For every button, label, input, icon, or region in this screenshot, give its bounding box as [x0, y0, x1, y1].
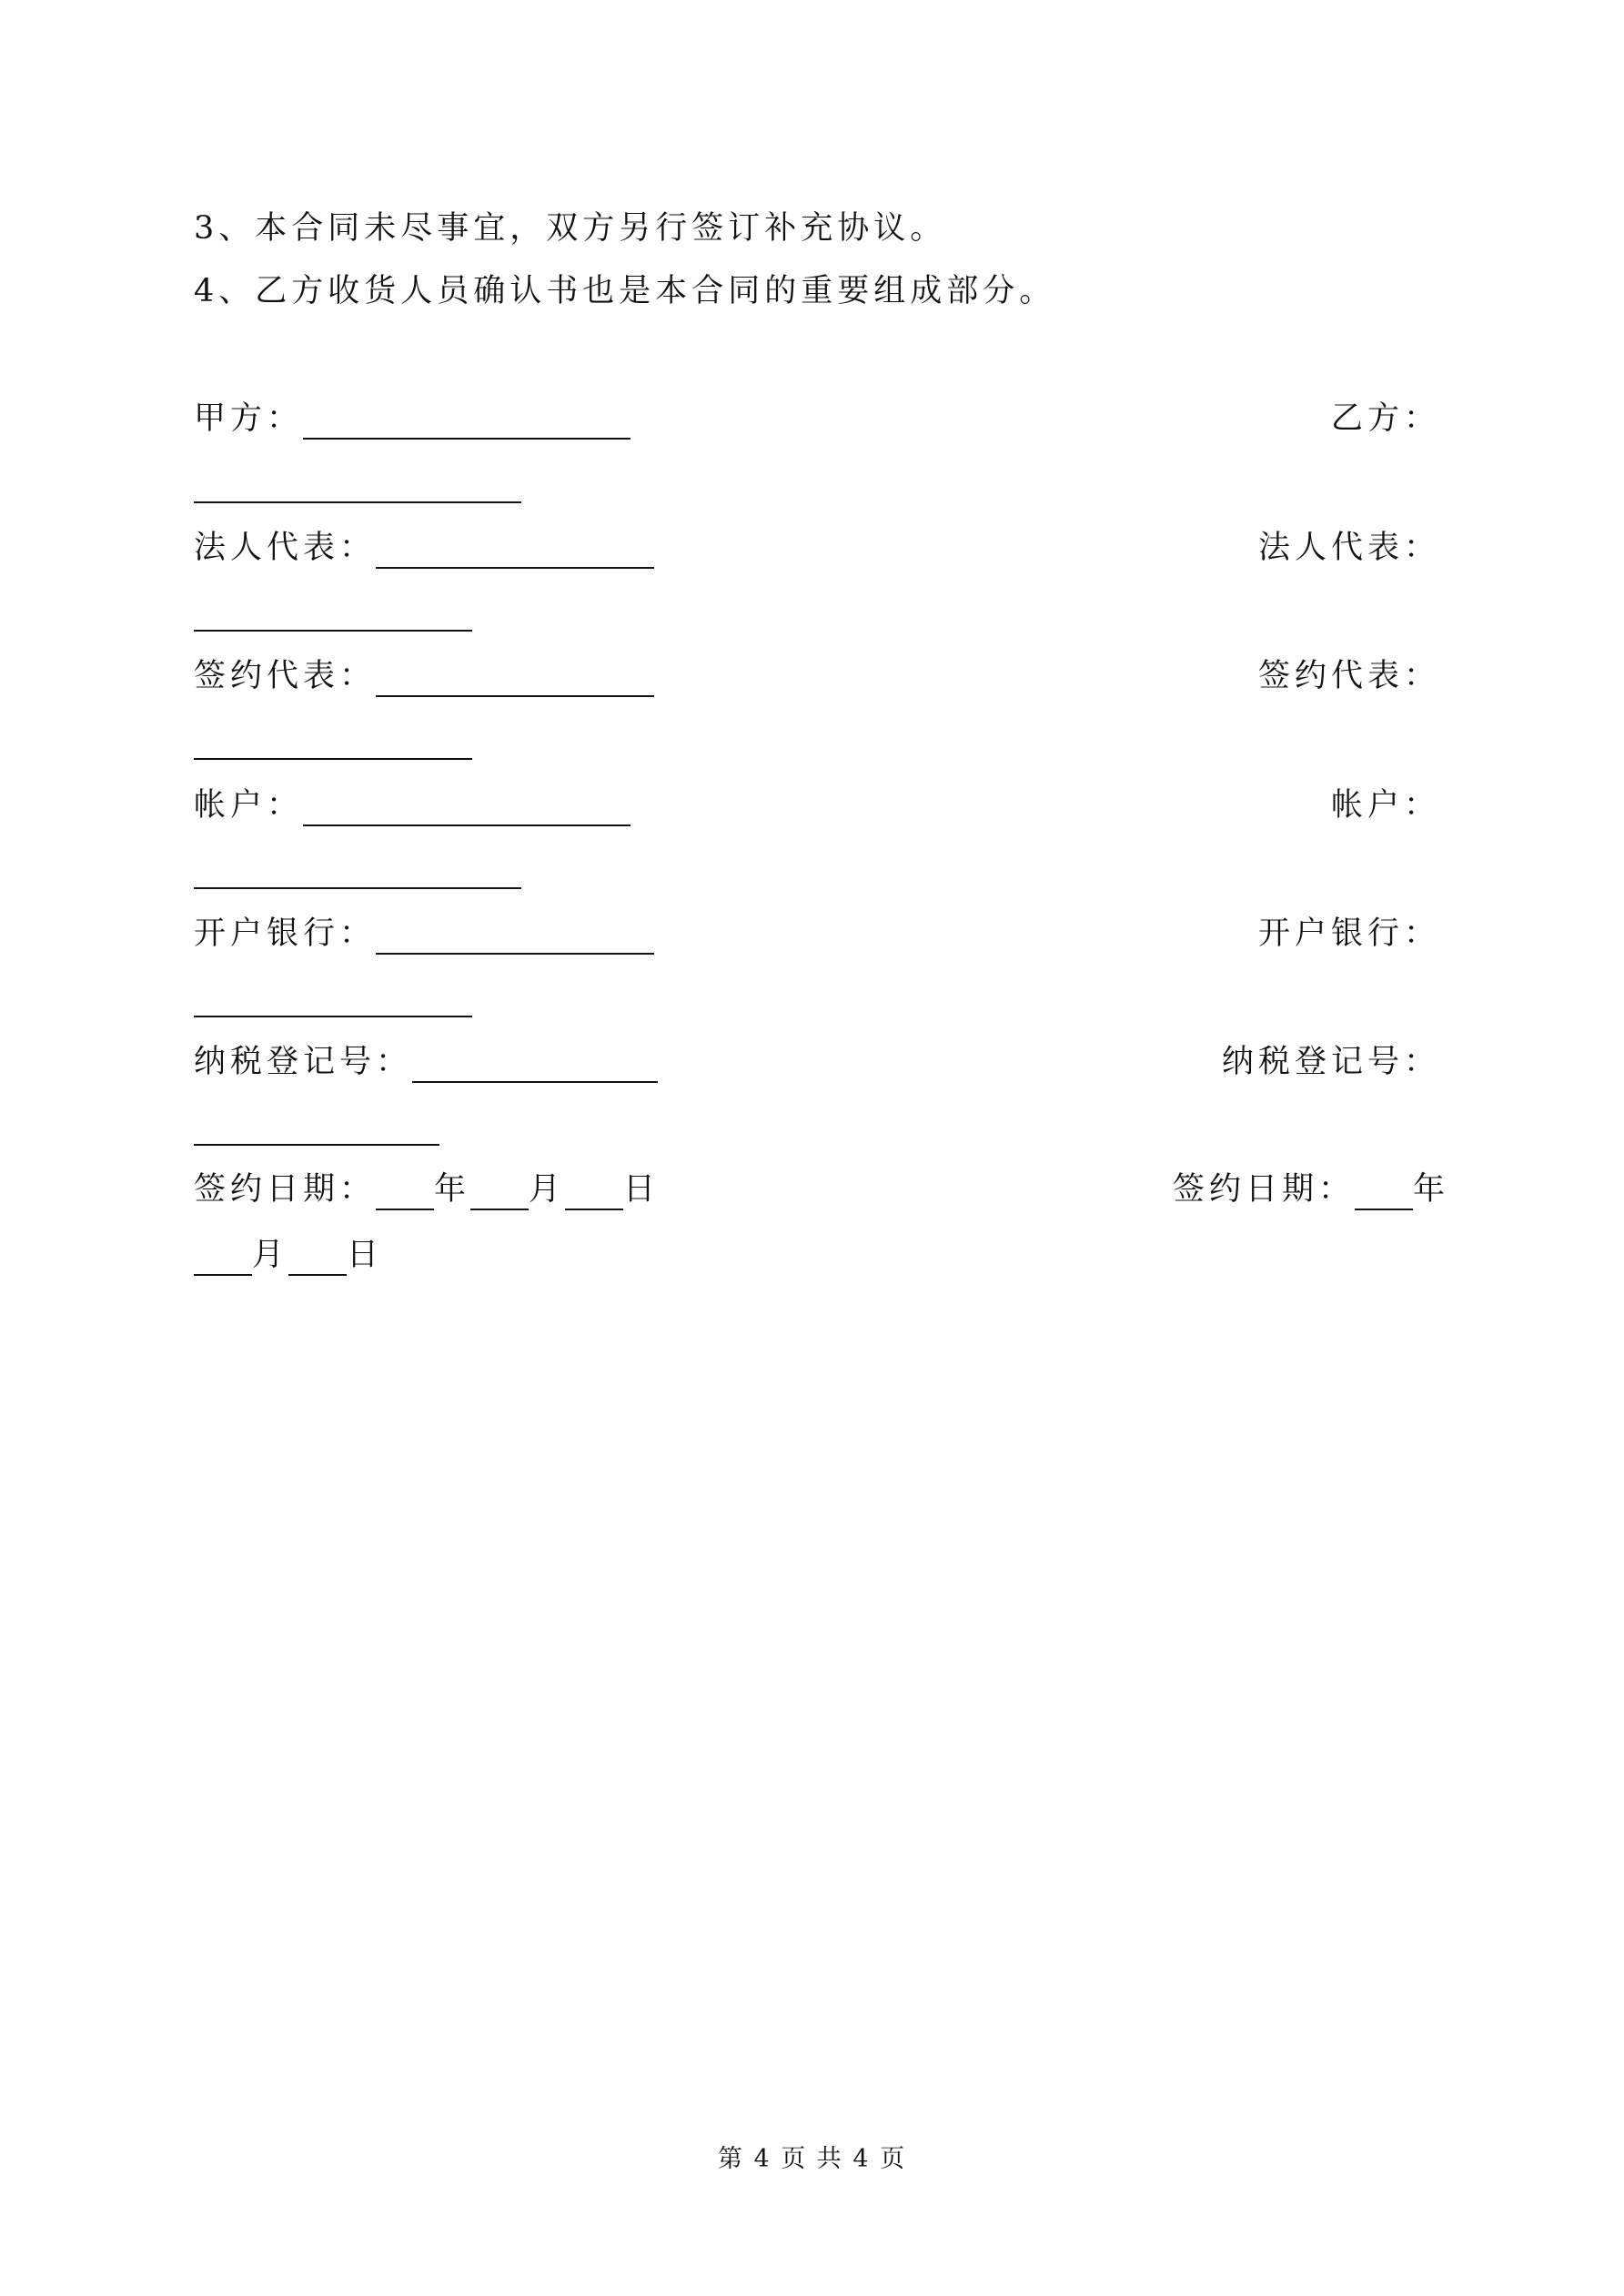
- tax-b-label: 纳税登记号：: [1221, 1044, 1440, 1080]
- bank-a-input[interactable]: [376, 913, 654, 955]
- account-b-label: 帐户：: [1330, 787, 1440, 824]
- signing-rep-row: [194, 655, 1440, 697]
- date-a-month-label: 月: [529, 1171, 566, 1208]
- clause-4: 4、乙方收货人员确认书也是本合同的重要组成部分。: [194, 273, 1056, 309]
- tax-a-input[interactable]: [412, 1041, 658, 1083]
- legal-rep-a-input[interactable]: [376, 527, 654, 569]
- tax-a-label: 纳税登记号：: [194, 1044, 413, 1080]
- date-b-label: 签约日期：: [1172, 1171, 1355, 1208]
- date-a-day-label: 日: [623, 1171, 661, 1208]
- signing-rep-b-input[interactable]: [194, 716, 472, 760]
- date-b-day-label: 日: [347, 1237, 384, 1273]
- bank-b-input[interactable]: [194, 974, 472, 1017]
- date-a-month-input[interactable]: [470, 1168, 529, 1210]
- tax-b-input[interactable]: [194, 1102, 439, 1146]
- tax-row: [194, 1041, 1440, 1083]
- signing-rep-a-input[interactable]: [376, 655, 654, 697]
- legal-rep-a-label: 法人代表：: [194, 530, 377, 566]
- date-b-month-label: 月: [252, 1237, 289, 1273]
- signing-rep-a-field: [194, 655, 654, 697]
- bank-a-field: [194, 913, 654, 955]
- date-row: [194, 1168, 1449, 1210]
- date-b-continuation: [194, 1234, 383, 1276]
- legal-rep-b-input[interactable]: [194, 588, 472, 632]
- date-b-year-label: 年: [1412, 1171, 1449, 1208]
- tax-a-field: [194, 1041, 658, 1083]
- page-number: 第 4 页 共 4 页: [717, 2145, 907, 2173]
- date-a-field: [194, 1168, 660, 1210]
- account-a-input[interactable]: [303, 784, 630, 826]
- clause-3: 3、本合同未尽事宜，双方另行签订补充协议。: [194, 210, 947, 247]
- date-a-label: 签约日期：: [194, 1171, 377, 1208]
- legal-rep-b-label: 法人代表：: [1257, 530, 1440, 566]
- date-b-day-input[interactable]: [288, 1234, 347, 1276]
- date-b-field: [1173, 1168, 1449, 1210]
- date-a-day-input[interactable]: [565, 1168, 623, 1210]
- date-a-year-label: 年: [434, 1171, 471, 1208]
- account-b-input[interactable]: [194, 845, 521, 889]
- date-b-year-input[interactable]: [1355, 1168, 1413, 1210]
- date-a-year-input[interactable]: [376, 1168, 434, 1210]
- bank-a-label: 开户银行：: [194, 915, 377, 952]
- bank-row: [194, 913, 1440, 955]
- bank-b-label: 开户银行：: [1257, 915, 1440, 952]
- legal-rep-a-field: [194, 527, 654, 569]
- party-b-input[interactable]: [194, 460, 521, 503]
- party-row: [194, 398, 1440, 440]
- signing-rep-b-label: 签约代表：: [1257, 658, 1440, 694]
- party-b-label: 乙方：: [1330, 400, 1440, 437]
- account-row: [194, 784, 1440, 826]
- party-a-label: 甲方：: [194, 400, 304, 437]
- date-b-month-input[interactable]: [194, 1234, 252, 1276]
- party-a-field: [194, 398, 630, 440]
- party-a-input[interactable]: [303, 398, 630, 440]
- legal-rep-row: [194, 527, 1440, 569]
- account-a-field: [194, 784, 630, 826]
- signing-rep-a-label: 签约代表：: [194, 658, 377, 694]
- account-a-label: 帐户：: [194, 787, 304, 824]
